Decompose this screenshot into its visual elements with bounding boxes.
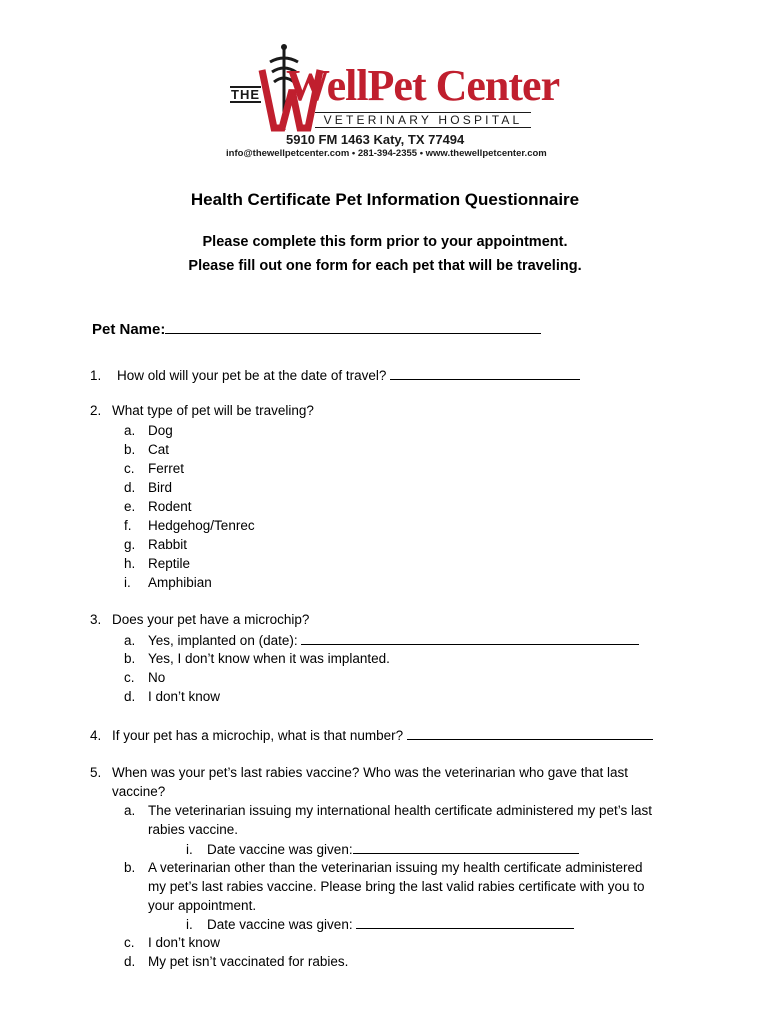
question-4 — [90, 727, 653, 743]
form-title: Health Certificate Pet Information Questionnaire — [190, 190, 580, 209]
option-item[interactable] — [124, 537, 187, 552]
option-item[interactable] — [124, 670, 165, 685]
option-letter: b. — [124, 442, 136, 457]
vaccine-date-blank[interactable] — [356, 916, 574, 929]
question-1 — [90, 367, 580, 383]
question-number: 5. — [90, 765, 102, 780]
option-text: The veterinarian issuing my international health certificate administered my pet’s last — [148, 803, 652, 818]
sub-option-text: Date vaccine was given: — [207, 917, 353, 932]
option-text: Reptile — [148, 556, 191, 571]
option-text: Rodent — [148, 499, 192, 514]
clinic-address: 5910 FM 1463 Katy, TX 77494 — [286, 132, 465, 147]
option-text: Bird — [148, 480, 173, 495]
option-text: No — [148, 670, 166, 685]
option-letter: a. — [124, 423, 136, 438]
question-2 — [90, 403, 314, 418]
option-item[interactable] — [124, 556, 190, 571]
option-text-continued: rabies vaccine. — [148, 822, 239, 837]
option-item[interactable] — [124, 954, 348, 969]
option-letter: b. — [124, 651, 136, 666]
microchip-number-blank[interactable] — [407, 727, 653, 740]
option-item[interactable] — [124, 461, 184, 476]
option-item[interactable] — [124, 803, 652, 818]
option-item[interactable] — [124, 651, 390, 666]
question-text: How old will your pet be at the date of travel? — [117, 368, 387, 383]
option-item[interactable] — [124, 480, 172, 495]
option-letter: g. — [124, 537, 136, 552]
option-text: Cat — [148, 442, 170, 457]
clinic-logo — [0, 0, 770, 170]
clinic-contact: info@thewellpetcenter.com • 281-394-2355 • www.thewellpetcenter.com — [226, 148, 547, 159]
option-text: My pet isn’t vaccinated for rabies. — [148, 954, 349, 969]
question-text: When was your pet’s last rabies vaccine? Who was the veterinarian who gave that last — [112, 765, 629, 780]
sub-option-numeral: i. — [186, 842, 193, 857]
question-number: 1. — [90, 368, 102, 383]
option-letter: c. — [124, 461, 135, 476]
option-letter: e. — [124, 499, 136, 514]
vaccine-date-blank[interactable] — [353, 841, 579, 854]
option-letter: d. — [124, 954, 136, 969]
logo-subtitle: VETERINARY HOSPITAL — [315, 112, 531, 128]
instruction-line: Please fill out one form for each pet that will be traveling. — [188, 258, 582, 274]
option-item[interactable] — [124, 935, 220, 950]
option-text: Dog — [148, 423, 173, 438]
question-number: 3. — [90, 612, 102, 627]
sub-option-item — [186, 841, 579, 857]
option-text: Rabbit — [148, 537, 188, 552]
pet-name-field[interactable] — [92, 321, 541, 338]
option-text-continued: your appointment. — [148, 898, 257, 913]
option-letter: d. — [124, 689, 136, 704]
logo-the: THE — [231, 87, 260, 102]
option-letter: a. — [124, 633, 136, 648]
option-letter: a. — [124, 803, 136, 818]
option-item[interactable] — [124, 423, 173, 438]
option-letter: c. — [124, 935, 135, 950]
implant-date-blank[interactable] — [301, 632, 639, 645]
option-letter: f. — [124, 518, 132, 533]
question-3 — [90, 612, 309, 627]
option-letter: b. — [124, 860, 136, 875]
question-number: 2. — [90, 403, 102, 418]
question-number: 4. — [90, 728, 102, 743]
option-text: I don’t know — [148, 935, 221, 950]
option-item[interactable] — [124, 689, 220, 704]
option-letter: c. — [124, 670, 135, 685]
option-item[interactable] — [124, 632, 639, 648]
option-letter: i. — [124, 575, 131, 590]
option-text: I don’t know — [148, 689, 221, 704]
option-letter: d. — [124, 480, 136, 495]
option-text: A veterinarian other than the veterinarian issuing my health certificate administered — [148, 860, 643, 875]
sub-option-numeral: i. — [186, 917, 193, 932]
option-text: Yes, implanted on (date): — [148, 633, 298, 648]
sub-option-text: Date vaccine was given: — [207, 842, 353, 857]
sub-option-item — [186, 916, 574, 932]
question-text-continued: vaccine? — [112, 784, 166, 799]
option-item[interactable] — [124, 518, 255, 533]
instruction-line: Please complete this form prior to your appointment. — [202, 234, 568, 250]
option-letter: h. — [124, 556, 136, 571]
pet-age-blank[interactable] — [390, 367, 580, 380]
option-item[interactable] — [124, 575, 212, 590]
option-text: Ferret — [148, 461, 185, 476]
option-text: Yes, I don’t know when it was implanted. — [148, 651, 390, 666]
logo-name: WellPet Center — [286, 61, 560, 110]
question-text: If your pet has a microchip, what is that number? — [112, 728, 404, 743]
question-5 — [90, 765, 628, 780]
option-text: Hedgehog/Tenrec — [148, 518, 255, 533]
question-text: Does your pet have a microchip? — [112, 612, 310, 627]
question-text: What type of pet will be traveling? — [112, 403, 314, 418]
option-item[interactable] — [124, 442, 169, 457]
option-text-continued: my pet’s last rabies vaccine. Please bring the last valid rabies certificate with you to — [148, 879, 645, 894]
pet-name-blank[interactable] — [165, 321, 541, 334]
option-text: Amphibian — [148, 575, 212, 590]
option-item[interactable] — [124, 499, 192, 514]
pet-name-label: Pet Name: — [92, 321, 166, 338]
option-item[interactable] — [124, 860, 643, 875]
